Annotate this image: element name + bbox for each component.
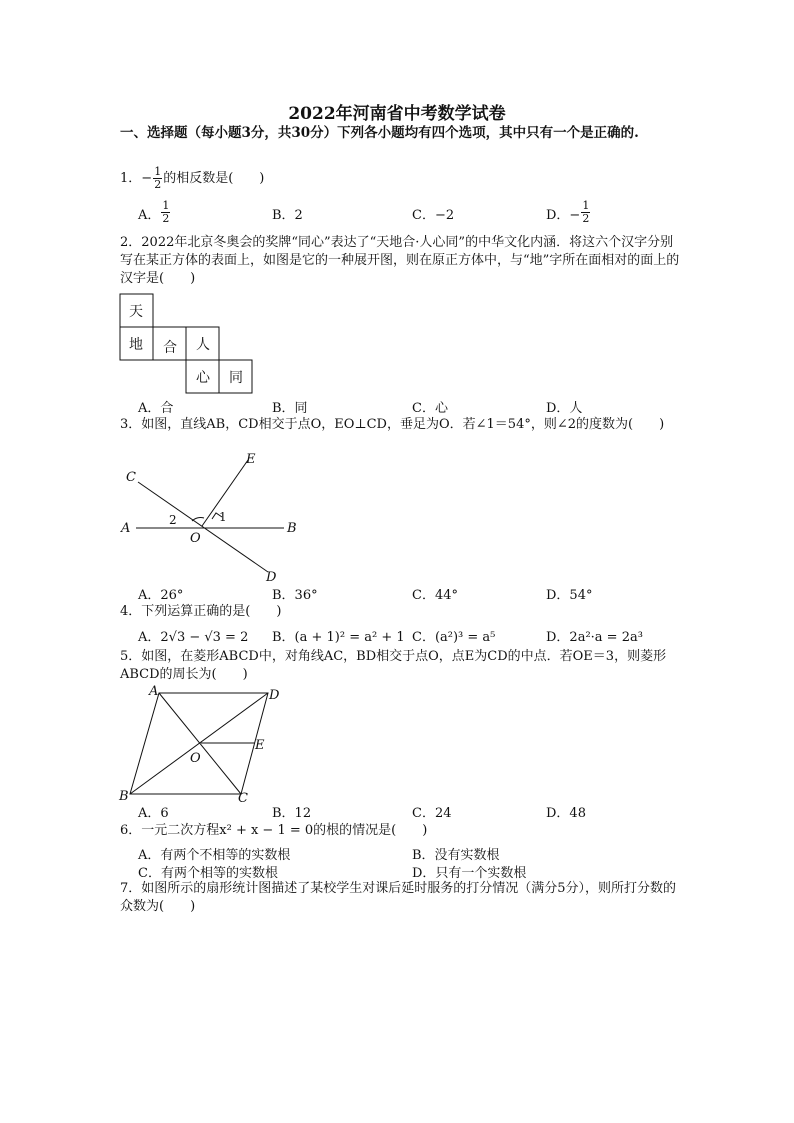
net-cell-text: 心 xyxy=(196,370,210,386)
q1-option-b[interactable]: B．2 xyxy=(272,208,303,223)
net-cell-text: 同 xyxy=(229,370,243,386)
q1-option-d[interactable]: D．− $\frac{1}{2}$ xyxy=(546,199,590,225)
question-4: 4．下列运算正确的是( ) xyxy=(120,604,282,619)
svg-text:O: O xyxy=(190,531,201,546)
net-cell-text: 合 xyxy=(163,340,177,356)
question-7: 7．如图所示的扇形统计图描述了某校学生对课后延时服务的打分情况（满分5分），则所打分数的众数为( ) xyxy=(120,881,677,914)
svg-text:C: C xyxy=(238,791,248,804)
q3-option-d[interactable]: D．54° xyxy=(546,588,593,603)
q6-option-c[interactable]: C．有两个相等的实数根 xyxy=(138,866,278,881)
q5-option-b[interactable]: B．12 xyxy=(272,806,312,821)
svg-text:E: E xyxy=(246,452,256,467)
q4-option-c[interactable]: C．(a²)³ = a⁵ xyxy=(412,630,496,645)
svg-text:A: A xyxy=(121,521,131,536)
fraction: $\frac{1}{2}$ xyxy=(154,165,162,191)
question-6: 6．一元二次方程x² + x − 1 = 0的根的情况是( ) xyxy=(120,823,428,838)
cube-net-figure xyxy=(118,292,258,396)
q6-option-b[interactable]: B．没有实数根 xyxy=(412,848,500,863)
svg-text:B: B xyxy=(287,521,297,536)
svg-text:2: 2 xyxy=(169,513,177,527)
svg-text:D: D xyxy=(266,570,277,585)
q6-option-a[interactable]: A．有两个不相等的实数根 xyxy=(138,848,291,863)
q2-option-d[interactable]: D．人 xyxy=(546,401,583,416)
svg-text:A: A xyxy=(149,684,159,699)
q3-option-b[interactable]: B．36° xyxy=(272,588,318,603)
question-2: 2．2022年北京冬奥会的奖牌“同心”表达了“天地合·人心同”的中华文化内涵．将这六个汉字分别写在某正方体的表面上，如图是它的一种展开图，则在原正方体中，与“地”字所在面相对的面上的汉字是( ) xyxy=(120,235,680,286)
net-cell-text: 人 xyxy=(196,337,210,353)
q1-option-c[interactable]: C．−2 xyxy=(412,208,455,223)
q1-options xyxy=(138,199,698,225)
q5-option-c[interactable]: C．24 xyxy=(412,806,452,821)
q4-options xyxy=(138,626,698,646)
q5-option-d[interactable]: D．48 xyxy=(546,806,586,821)
q3-option-a[interactable]: A．26° xyxy=(138,588,184,603)
q3-options xyxy=(138,584,698,604)
q2-option-c[interactable]: C．心 xyxy=(412,401,448,416)
question-3: 3．如图，直线AB，CD相交于点O，EO⊥CD，垂足为O．若∠1＝54°，则∠2的度数为( ) xyxy=(120,417,665,432)
q5-option-a[interactable]: A．6 xyxy=(138,806,169,821)
question-1: 1．− $\frac{1}{2}$ 的相反数是( ) xyxy=(120,165,265,191)
question-5: 5．如图，在菱形ABCD中，对角线AC，BD相交于点O，点E为CD的中点．若OE＝3，则菱形ABCD的周长为( ) xyxy=(120,649,667,682)
rhombus-figure xyxy=(116,684,292,804)
q4-option-d[interactable]: D．2a²·a = 2a³ xyxy=(546,630,643,645)
q2-options xyxy=(138,397,698,417)
angle-figure xyxy=(116,450,316,586)
q1-option-a[interactable]: A． $\frac{1}{2}$ xyxy=(138,199,170,225)
q4-option-a[interactable]: A．2√3 − √3 = 2 xyxy=(138,630,249,645)
net-cell-text: 地 xyxy=(129,337,143,353)
svg-text:B: B xyxy=(119,789,129,804)
q2-option-b[interactable]: B．同 xyxy=(272,401,308,416)
q4-option-b[interactable]: B．(a + 1)² = a² + 1 xyxy=(272,630,405,645)
net-cell-text: 天 xyxy=(129,304,143,320)
q6-option-d[interactable]: D．只有一个实数根 xyxy=(412,866,527,881)
svg-text:O: O xyxy=(190,751,201,766)
section-heading: 一、选择题（每小题3分，共30分）下列各小题均有四个选项，其中只有一个是正确的. xyxy=(120,125,639,141)
svg-text:E: E xyxy=(255,738,265,753)
svg-text:C: C xyxy=(126,470,136,485)
q5-options xyxy=(138,802,698,822)
paper-title: 2022年河南省中考数学试卷 xyxy=(288,104,506,124)
q3-option-c[interactable]: C．44° xyxy=(412,588,458,603)
svg-text:1: 1 xyxy=(219,510,227,524)
svg-text:D: D xyxy=(269,688,280,703)
q2-option-a[interactable]: A．合 xyxy=(138,401,174,416)
